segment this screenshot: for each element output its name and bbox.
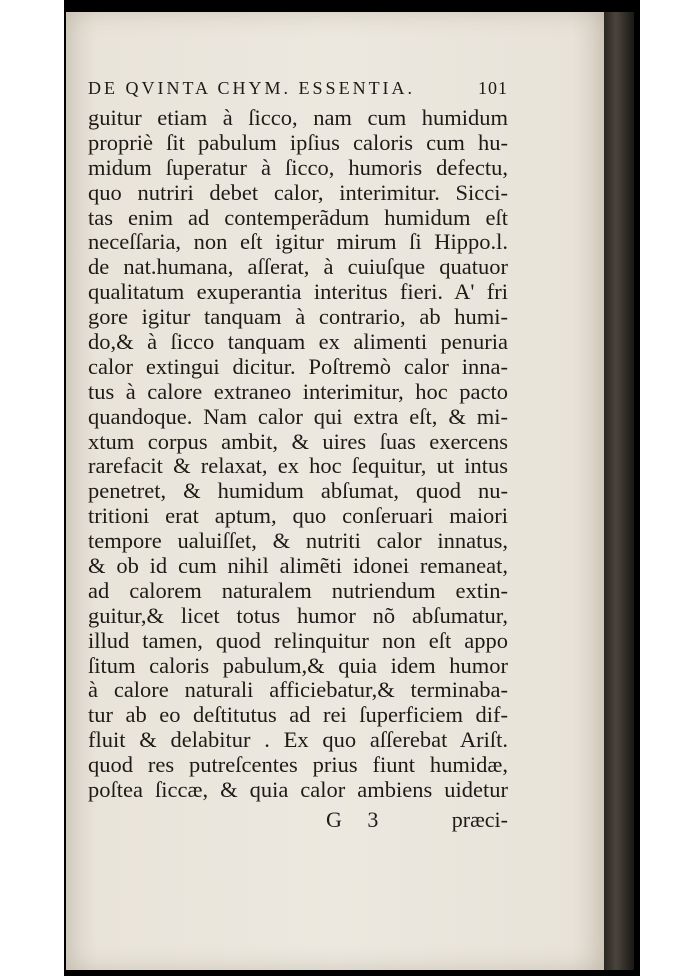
text-line: fluit & delabitur . Ex quo aſſerebat Ariſt. — [88, 727, 508, 753]
text-line: guitur,& licet totus humor nõ abſumatur, — [88, 602, 508, 628]
text-line: tus à calore extraneo interimitur, hoc pacto — [88, 378, 508, 404]
text-line: qualitatum exuperantia interitus fieri. A' fri — [88, 279, 508, 305]
body-text — [88, 106, 508, 803]
text-line: tritioni erat aptum, quo conſeruari maiori — [88, 503, 508, 529]
page-edge-shadow — [604, 12, 634, 970]
text-line: quandoque. Nam calor qui extra eſt, & mi- — [88, 403, 508, 429]
running-title: DE QVINTA CHYM. ESSENTIA. — [88, 78, 416, 98]
page-number: 101 — [478, 78, 508, 98]
text-line: poſtea ſiccæ, & quia calor ambiens uidetur — [88, 777, 508, 803]
text-line: tur ab eo deſtitutus ad rei ſuperficiem dif- — [88, 702, 508, 728]
text-line: ſitum caloris pabulum,& quia idem humor — [88, 652, 508, 678]
text-line: guitur etiam à ſicco, nam cum humidum — [88, 105, 508, 130]
text-line: xtum corpus ambit, & uires ſuas exercens — [88, 428, 508, 454]
text-line: illud tamen, quod relinquitur non eſt appo — [88, 627, 508, 653]
text-line: do,& à ſicco tanquam ex alimenti penuria — [88, 329, 508, 355]
text-line: ad calorem naturalem nutriendum extin- — [88, 577, 508, 603]
text-line: calor extingui dicitur. Poſtremò calor inna- — [88, 353, 508, 379]
running-header — [88, 78, 508, 102]
page-footer — [88, 807, 508, 833]
text-line: tas enim ad contemperãdum humidum eſt — [88, 204, 508, 230]
text-line: tempore ualuiſſet, & nutriti calor innatus, — [88, 528, 508, 554]
text-line: à calore naturali afficiebatur,& terminaba- — [88, 677, 508, 703]
text-line: midum ſuperatur à ſicco, humoris defectu, — [88, 154, 508, 180]
text-line: de nat.humana, aſſerat, à cuiuſque quatuor — [88, 254, 508, 280]
signature-mark: G 3 — [326, 806, 389, 832]
text-line: rarefacit & relaxat, ex hoc ſequitur, ut intus — [88, 453, 508, 479]
text-line: quod res putreſcentes prius fiunt humidæ, — [88, 752, 508, 778]
text-line: propriè ſit pabulum ipſius caloris cum hu- — [88, 129, 508, 155]
text-line: gore igitur tanquam à contrario, ab humi- — [88, 304, 508, 330]
text-block — [88, 78, 508, 833]
text-line: quo nutriri debet calor, interimitur. Sicci- — [88, 179, 508, 205]
text-line: & ob id cum nihil alimẽti idonei remaneat, — [88, 553, 508, 579]
catchword: præci- — [451, 806, 508, 832]
text-line: penetret, & humidum abſumat, quod nu- — [88, 478, 508, 504]
text-line: neceſſaria, non eſt igitur mirum ſi Hippo.l. — [88, 229, 508, 255]
